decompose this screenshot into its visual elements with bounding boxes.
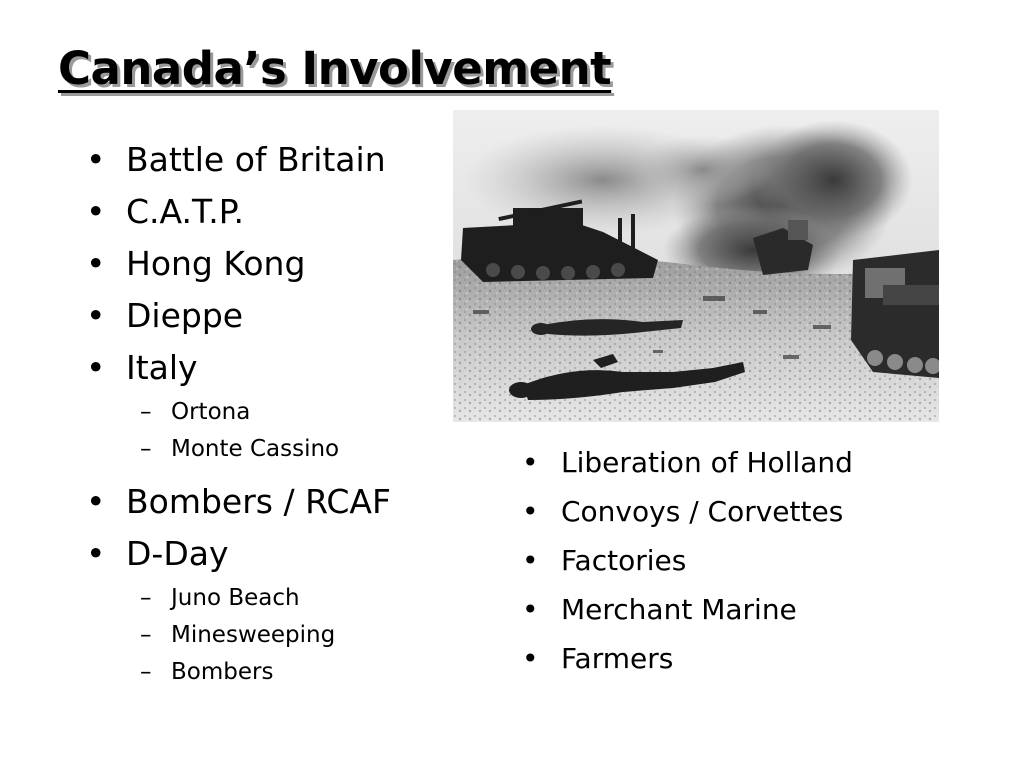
left-bullet-list bbox=[86, 134, 446, 691]
sub-bullet-item bbox=[86, 394, 446, 431]
sub-bullet-text: Ortona bbox=[171, 399, 251, 425]
bullet-icon: • bbox=[86, 296, 106, 335]
slide-title: Canada’s Involvement bbox=[58, 42, 612, 95]
beach-battle-photo bbox=[453, 110, 939, 422]
bullet-item bbox=[522, 634, 942, 683]
dash-icon: – bbox=[140, 622, 152, 648]
dash-icon: – bbox=[140, 436, 152, 462]
bullet-icon: • bbox=[86, 348, 106, 387]
sub-bullet-text: Monte Cassino bbox=[171, 436, 340, 462]
bullet-item bbox=[522, 585, 942, 634]
sub-bullet-item bbox=[86, 580, 446, 617]
bullet-text: Italy bbox=[126, 348, 198, 387]
bullet-item bbox=[86, 238, 446, 290]
sub-bullet-text: Minesweeping bbox=[171, 622, 336, 648]
bullet-item bbox=[522, 487, 942, 536]
bullet-item bbox=[522, 438, 942, 487]
bullet-text: Dieppe bbox=[126, 296, 244, 335]
dash-icon: – bbox=[140, 585, 152, 611]
dash-icon: – bbox=[140, 659, 152, 685]
bullet-text: Bombers / RCAF bbox=[126, 482, 391, 521]
bullet-text: Factories bbox=[561, 544, 687, 577]
dash-icon: – bbox=[140, 399, 152, 425]
bullet-text: C.A.T.P. bbox=[126, 192, 244, 231]
bullet-icon: • bbox=[522, 544, 539, 577]
bullet-icon: • bbox=[522, 495, 539, 528]
bullet-text: Farmers bbox=[561, 642, 674, 675]
bullet-text: Liberation of Holland bbox=[561, 446, 853, 479]
bullet-icon: • bbox=[86, 192, 106, 231]
bullet-text: Convoys / Corvettes bbox=[561, 495, 844, 528]
bullet-item bbox=[86, 186, 446, 238]
sub-bullet-text: Bombers bbox=[171, 659, 274, 685]
sub-bullet-item bbox=[86, 431, 446, 468]
bullet-text: Hong Kong bbox=[126, 244, 306, 283]
bullet-icon: • bbox=[86, 140, 106, 179]
sub-bullet-item bbox=[86, 654, 446, 691]
sub-bullet-text: Juno Beach bbox=[171, 585, 300, 611]
bullet-icon: • bbox=[522, 593, 539, 626]
bullet-icon: • bbox=[86, 482, 106, 521]
photo-illustration bbox=[453, 110, 939, 422]
bullet-text: D-Day bbox=[126, 534, 229, 573]
bullet-icon: • bbox=[522, 642, 539, 675]
bullet-item bbox=[86, 134, 446, 186]
bullet-icon: • bbox=[86, 244, 106, 283]
sub-bullet-item bbox=[86, 617, 446, 654]
bullet-icon: • bbox=[86, 534, 106, 573]
bullet-text: Battle of Britain bbox=[126, 140, 386, 179]
bullet-item bbox=[522, 536, 942, 585]
bullet-item bbox=[86, 290, 446, 342]
bullet-item bbox=[86, 342, 446, 394]
bullet-icon: • bbox=[522, 446, 539, 479]
bullet-text: Merchant Marine bbox=[561, 593, 797, 626]
bullet-item bbox=[86, 528, 446, 580]
bullet-item bbox=[86, 476, 446, 528]
right-bullet-list bbox=[522, 438, 942, 683]
